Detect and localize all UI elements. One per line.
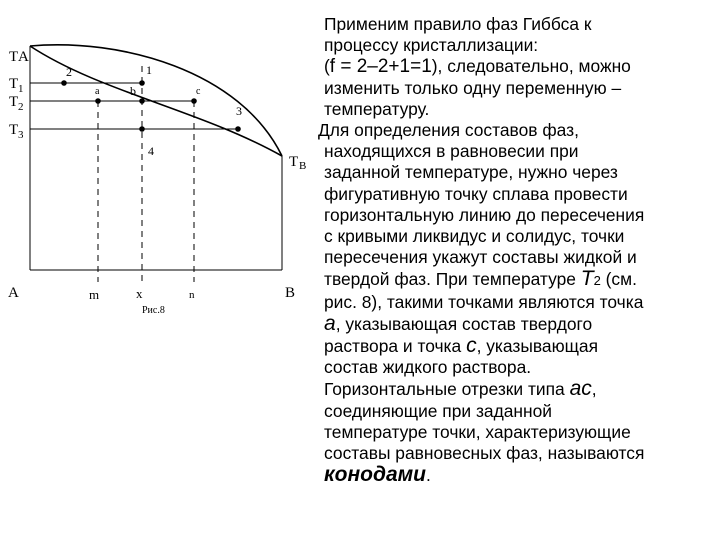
text-line: соединяющие при заданной: [324, 400, 552, 421]
text-line: фигуративную точку сплава провести: [324, 183, 628, 204]
paren-open: (: [324, 56, 330, 77]
paragraph-conode: [318, 378, 716, 486]
label-t2-sub: 2: [18, 101, 24, 113]
explanation-text: [318, 14, 716, 486]
label-b-bottom: B: [285, 285, 296, 301]
label-point-1: 1: [146, 63, 152, 77]
paragraph-phase-composition: [318, 120, 716, 378]
point-4: [139, 126, 145, 132]
label-point-3: 3: [236, 104, 242, 118]
text-line: находящихся в равновесии при: [324, 141, 579, 162]
label-t-b: T: [289, 154, 299, 170]
label-m: m: [89, 287, 100, 302]
point-b: [139, 98, 145, 104]
label-t1: T: [9, 76, 19, 92]
text-fragment: раствора и точка: [324, 336, 467, 357]
label-t-b-sub: B: [299, 160, 307, 172]
label-point-4: 4: [148, 144, 154, 158]
point-a: [95, 98, 101, 104]
point-c: [191, 98, 197, 104]
text-line: рис. 8), такими точками являются точка: [324, 291, 644, 312]
phase-diagram: [0, 0, 320, 540]
text-line: [318, 56, 716, 77]
text-fragment: , указывающая состав твердого: [335, 313, 593, 334]
point-c-ref: с: [466, 334, 477, 358]
text-line: [318, 464, 716, 486]
text-line: [318, 335, 716, 357]
label-x: x: [136, 286, 143, 301]
gibbs-formula: f = 2–2+1=1: [329, 56, 432, 78]
text-fragment: твердой фаз. При температуре: [324, 269, 581, 290]
text-line: процессу кристаллизации:: [324, 35, 539, 56]
text-line: состав жидкого раствора.: [324, 357, 532, 378]
liquidus-curve: [30, 45, 282, 156]
text-fragment: (см.: [600, 269, 637, 290]
text-line: температуру.: [324, 98, 430, 119]
label-t-a: T: [9, 49, 19, 65]
point-2: [61, 80, 67, 86]
text-fragment: ,: [591, 379, 597, 400]
text-line: составы равновесных фаз, называются: [324, 443, 645, 464]
segment-ac: ас: [569, 377, 592, 401]
text-line: горизонтальную линию до пересечения: [324, 204, 645, 225]
text-line: Применим правило фаз Гиббса к: [324, 14, 592, 34]
text-line: с кривыми ликвидус и солидус, точки: [324, 226, 625, 247]
figure-caption: Рис.8: [142, 305, 165, 316]
point-a-ref: а: [324, 311, 336, 335]
temperature-t2-subscript: 2: [593, 273, 601, 289]
text-line: Для определения составов фаз,: [318, 120, 579, 141]
text-fragment: , указывающая: [476, 336, 599, 357]
label-t1-sub: 1: [18, 83, 24, 95]
text-fragment: Горизонтальные отрезки типа: [324, 379, 570, 400]
text-line: заданной температуре, нужно через: [324, 162, 618, 183]
text-line: пересечения укажут составы жидкой и: [324, 247, 637, 268]
text-line: [318, 313, 716, 335]
label-a-bottom: A: [8, 285, 19, 301]
point-3: [235, 126, 241, 132]
label-t3-sub: 3: [18, 129, 24, 141]
label-t3: T: [9, 122, 19, 138]
temperature-t2: Т: [580, 267, 594, 291]
text-line: температуре точки, характеризующие: [324, 421, 631, 442]
label-point-b: b: [130, 84, 136, 98]
text-line: [318, 378, 716, 400]
label-point-2: 2: [66, 65, 72, 79]
text-fragment: ), следовательно, можно: [431, 56, 631, 77]
text-fragment: .: [426, 465, 431, 486]
term-conodes: конодами: [324, 463, 427, 487]
label-point-a: a: [95, 86, 100, 97]
text-line: изменить только одну переменную –: [324, 77, 622, 98]
label-point-c: c: [196, 86, 201, 97]
point-1: [139, 80, 145, 86]
phase-diagram-svg: [0, 0, 320, 330]
label-t2: T: [9, 94, 19, 110]
label-a-top: A: [18, 49, 29, 65]
text-line: [318, 268, 716, 291]
paragraph-gibbs-rule: [318, 14, 716, 120]
label-n: n: [189, 289, 195, 301]
